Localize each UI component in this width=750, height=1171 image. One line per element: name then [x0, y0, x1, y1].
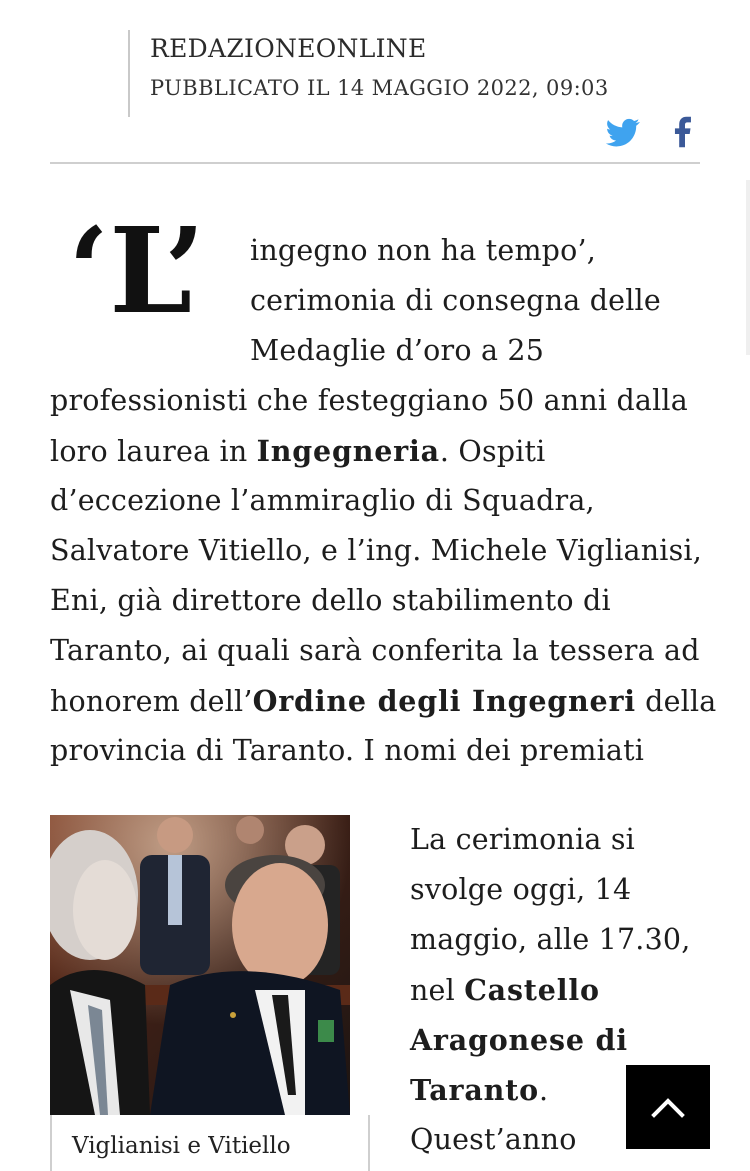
author-name[interactable]: REDAZIONEONLINE [150, 34, 427, 63]
keyword-ingegneria: Ingegneria [256, 434, 440, 468]
article-line: Salvatore Vitiello, e l’ing. Michele Viglianisi, [50, 534, 703, 567]
article-line: cerimonia di consegna delle [250, 284, 661, 317]
article-photo[interactable] [50, 815, 350, 1115]
article-line: Medaglie d’oro a 25 [250, 334, 545, 367]
article-line: loro laurea in Ingegneria. Ospiti [50, 434, 546, 468]
article-body [50, 201, 717, 776]
publish-date: PUBBLICATO IL 14 MAGGIO 2022, 09:03 [150, 76, 609, 100]
article-line: ingegno non ha tempo’, [250, 234, 596, 267]
article-line: Eni, già direttore dello stabilimento di [50, 584, 611, 617]
facebook-share-button[interactable] [668, 114, 702, 150]
keyword-castello: Castello [464, 973, 600, 1007]
chevron-up-icon [651, 1095, 685, 1119]
article-figure [50, 815, 370, 1171]
back-to-top-button[interactable] [626, 1065, 710, 1149]
article-line: Taranto. [410, 1073, 549, 1107]
article-line: svolge oggi, 14 [410, 873, 632, 906]
twitter-share-button[interactable] [606, 114, 640, 150]
article-line: professionisti che festeggiano 50 anni dalla [50, 384, 688, 417]
article-line: La cerimonia si [410, 823, 635, 856]
keyword-taranto: Taranto [410, 1073, 539, 1107]
facebook-f-icon [668, 114, 702, 150]
article-line: nel Castello [410, 973, 600, 1007]
article-line: provincia di Taranto. I nomi dei premiati [50, 734, 645, 767]
article-line: Taranto, ai quali sarà conferita la tessera ad [50, 634, 700, 667]
scrollbar[interactable] [746, 180, 750, 355]
keyword-aragonese: Aragonese di [410, 1023, 628, 1057]
header-divider [50, 162, 700, 164]
drop-cap: ‘L’ [68, 201, 206, 340]
photo-caption: Viglianisi e Vitiello [50, 1115, 370, 1171]
article-line [410, 1015, 710, 1065]
article-line: Quest’anno [410, 1123, 577, 1156]
keyword-ordine: Ordine degli Ingegneri [252, 684, 636, 718]
article-line: honorem dell’Ordine degli Ingegneri della [50, 684, 717, 718]
article-line: d’eccezione l’ammiraglio di Squadra, [50, 484, 595, 517]
share-buttons [606, 114, 702, 150]
article-line: maggio, alle 17.30, [410, 923, 691, 956]
twitter-bird-icon [606, 114, 640, 150]
author-block [128, 30, 648, 117]
